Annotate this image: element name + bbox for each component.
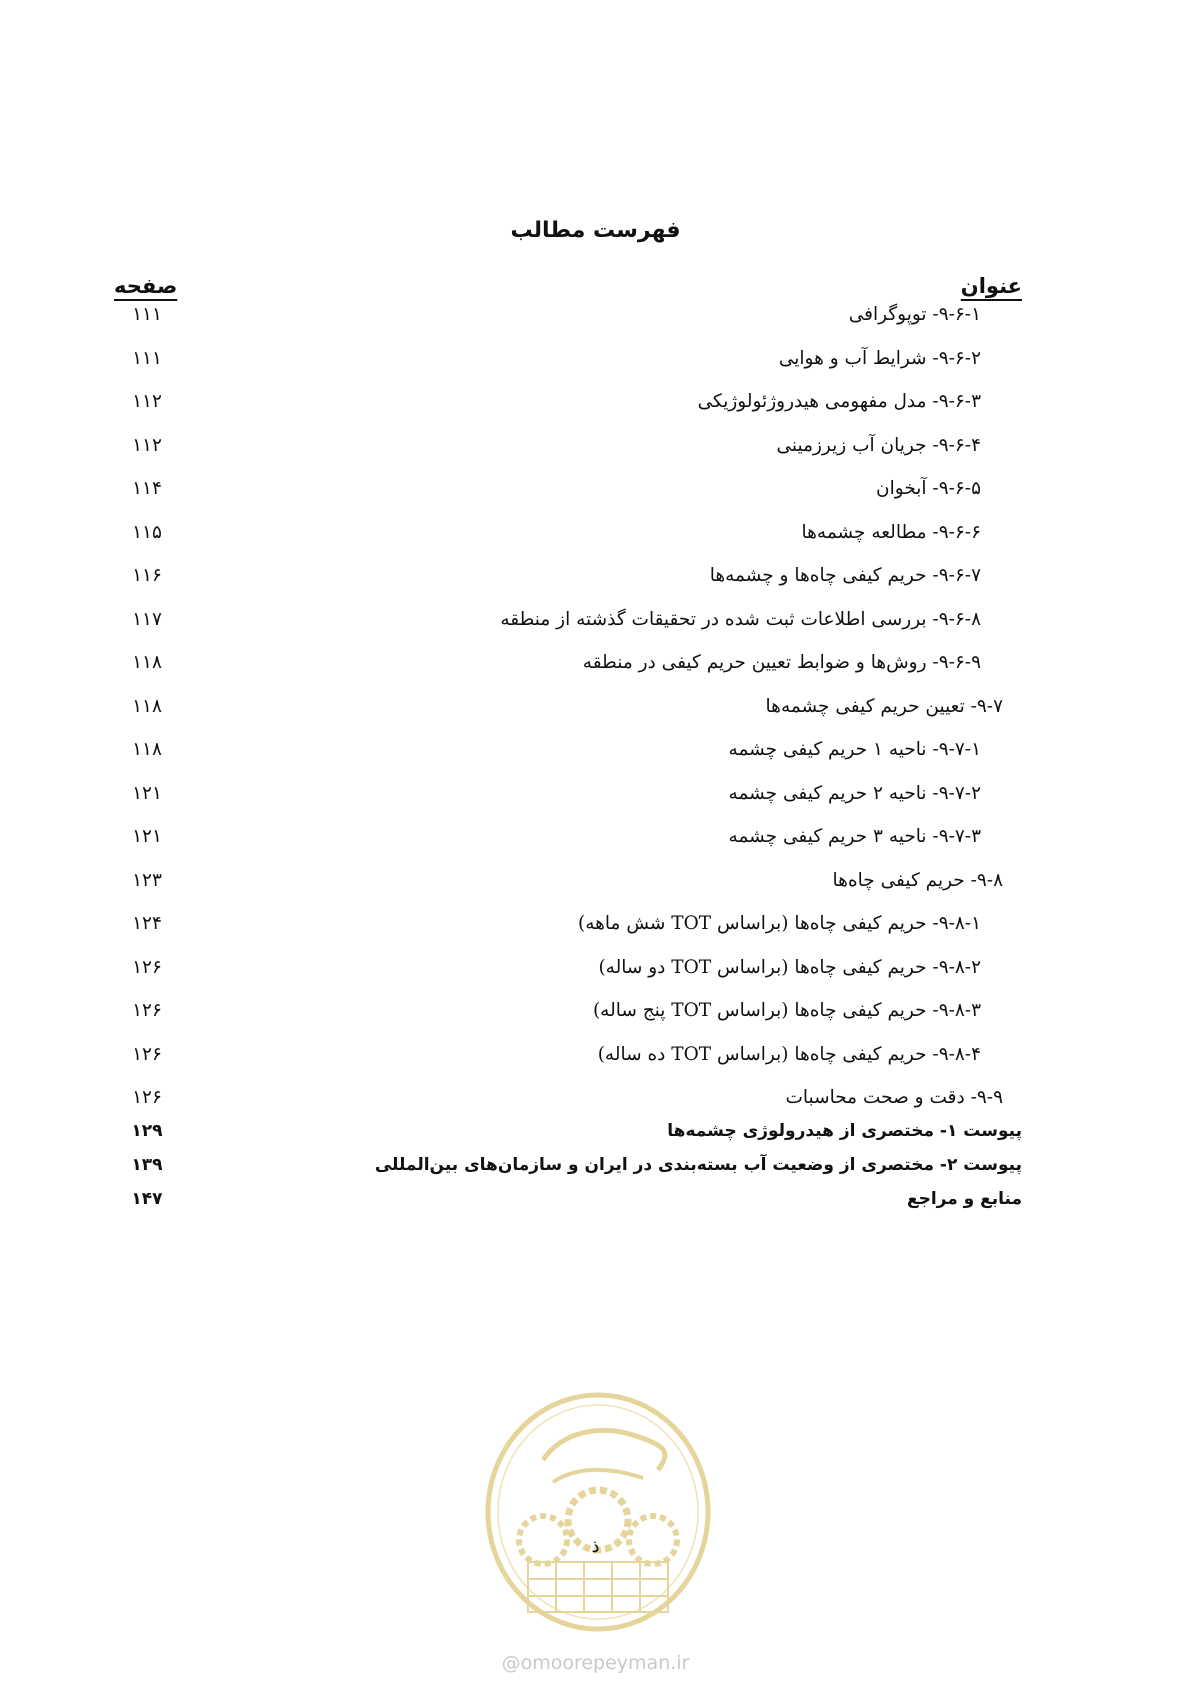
toc-entry[interactable] [0,518,1191,548]
toc-entry-page: ۱۱۷ [132,608,162,630]
toc-entry-title: ۹-۸-۱- حریم کیفی چاه‌ها (براساس TOT شش ماهه) [578,913,981,934]
toc-entry-page: ۱۱۸ [132,695,162,717]
column-header-page: صفحه [114,274,178,298]
toc-entry-page: ۱۲۴ [132,913,162,934]
toc-entry[interactable] [0,953,1191,983]
toc-entry-page: ۱۱۸ [132,652,162,673]
toc-entry-page: ۱۱۶ [132,565,162,586]
toc-entry[interactable] [0,474,1191,504]
toc-entry-title: ۹-۷-۱- ناحیه ۱ حریم کیفی چشمه [728,739,981,760]
column-header-title: عنوان [960,274,1022,298]
toc-entry-title: ۹-۸-۲- حریم کیفی چاه‌ها (براساس TOT دو ساله) [598,956,981,978]
toc-entry[interactable] [0,866,1191,896]
toc-entry-title: ۹-۶-۸- بررسی اطلاعات ثبت شده در تحقیقات گذشته از منطقه [500,608,981,630]
toc-entry-title: ۹-۷-۲- ناحیه ۲ حریم کیفی چشمه [728,782,981,804]
toc-entry[interactable] [0,1150,1191,1180]
toc-entry[interactable] [0,822,1191,852]
toc-entry-page: ۱۱۸ [132,739,162,760]
toc-entry[interactable] [0,605,1191,635]
page-number: ذ [591,1536,600,1557]
toc-entry-page: ۱۱۱ [132,347,162,369]
toc-entry[interactable] [0,1040,1191,1070]
toc-entry-page: ۱۳۹ [131,1155,163,1175]
toc-entry-page: ۱۲۳ [132,869,162,891]
toc-entry-title: ۹-۸- حریم کیفی چاه‌ها [832,869,1003,891]
toc-entry-title: ۹-۶-۱- توپوگرافی [848,304,981,325]
toc-entry-page: ۱۲۱ [132,782,162,804]
toc-entry-title: پیوست ۲- مختصری از وضعیت آب بسته‌بندی در ایران و سازمان‌های بین‌المللی [374,1155,1022,1175]
toc-entry-title: ۹-۹- دقت و صحت محاسبات [785,1087,1003,1108]
toc-entry-page: ۱۱۲ [132,391,162,412]
toc-entry[interactable] [0,1116,1191,1146]
toc-entry-page: ۱۲۱ [132,826,162,847]
toc-entry-title: ۹-۷-۳- ناحیه ۳ حریم کیفی چشمه [728,826,981,847]
toc-entry-title: ۹-۸-۴- حریم کیفی چاه‌ها (براساس TOT ده ساله) [597,1043,981,1065]
toc-entry-page: ۱۲۶ [132,956,162,978]
at-icon: @ [501,1652,521,1674]
toc-entry-page: ۱۱۱ [132,304,162,325]
toc-entry[interactable] [0,779,1191,809]
toc-entry-page: ۱۲۶ [132,1087,162,1108]
toc-entry-page: ۱۲۹ [131,1121,163,1141]
toc-entry-title: ۹-۶-۳- مدل مفهومی هیدروژئولوژیکی [697,391,981,412]
toc-entry-title: ۹-۶-۴- جریان آب زیرزمینی [776,434,981,456]
toc-entry-page: ۱۲۶ [132,1000,162,1021]
toc-entry[interactable] [0,300,1191,330]
toc-entry-title: ۹-۶-۷- حریم کیفی چاه‌ها و چشمه‌ها [709,565,981,586]
toc-entry-title: ۹-۶-۲- شرایط آب و هوایی [778,347,981,369]
toc-entry-title: پیوست ۱- مختصری از هیدرولوژی چشمه‌ها [667,1121,1022,1141]
toc-entry[interactable] [0,431,1191,461]
toc-entry[interactable] [0,387,1191,417]
toc-entry-title: ۹-۸-۳- حریم کیفی چاه‌ها (براساس TOT پنج ساله) [592,1000,981,1021]
toc-entry[interactable] [0,1083,1191,1113]
seal-icon [483,1390,713,1635]
toc-entry-page: ۱۱۴ [132,478,162,499]
toc-entry-title: منابع و مراجع [906,1189,1022,1209]
toc-entry[interactable] [0,1184,1191,1214]
toc-title: فهرست مطالب [510,218,681,243]
toc-entry-page: ۱۱۲ [132,434,162,456]
toc-entry[interactable] [0,909,1191,939]
toc-entry-title: ۹-۶-۶- مطالعه چشمه‌ها [801,521,981,543]
toc-entry[interactable] [0,561,1191,591]
seal-watermark [483,1390,713,1635]
toc-entry-title: ۹-۷- تعیین حریم کیفی چشمه‌ها [765,695,1003,717]
toc-entry[interactable] [0,344,1191,374]
toc-entry[interactable] [0,648,1191,678]
toc-entry-page: ۱۴۷ [131,1189,163,1209]
toc-entry-page: ۱۲۶ [132,1043,162,1065]
toc-entry-page: ۱۱۵ [132,521,162,543]
toc-entry[interactable] [0,996,1191,1026]
toc-entry[interactable] [0,735,1191,765]
watermark-url: @omoorepeyman.ir [501,1652,690,1674]
toc-entry-title: ۹-۶-۹- روش‌ها و ضوابط تعیین حریم کیفی در منطقه [582,652,981,673]
toc-entry[interactable] [0,692,1191,722]
toc-entry-title: ۹-۶-۵- آبخوان [876,478,981,499]
